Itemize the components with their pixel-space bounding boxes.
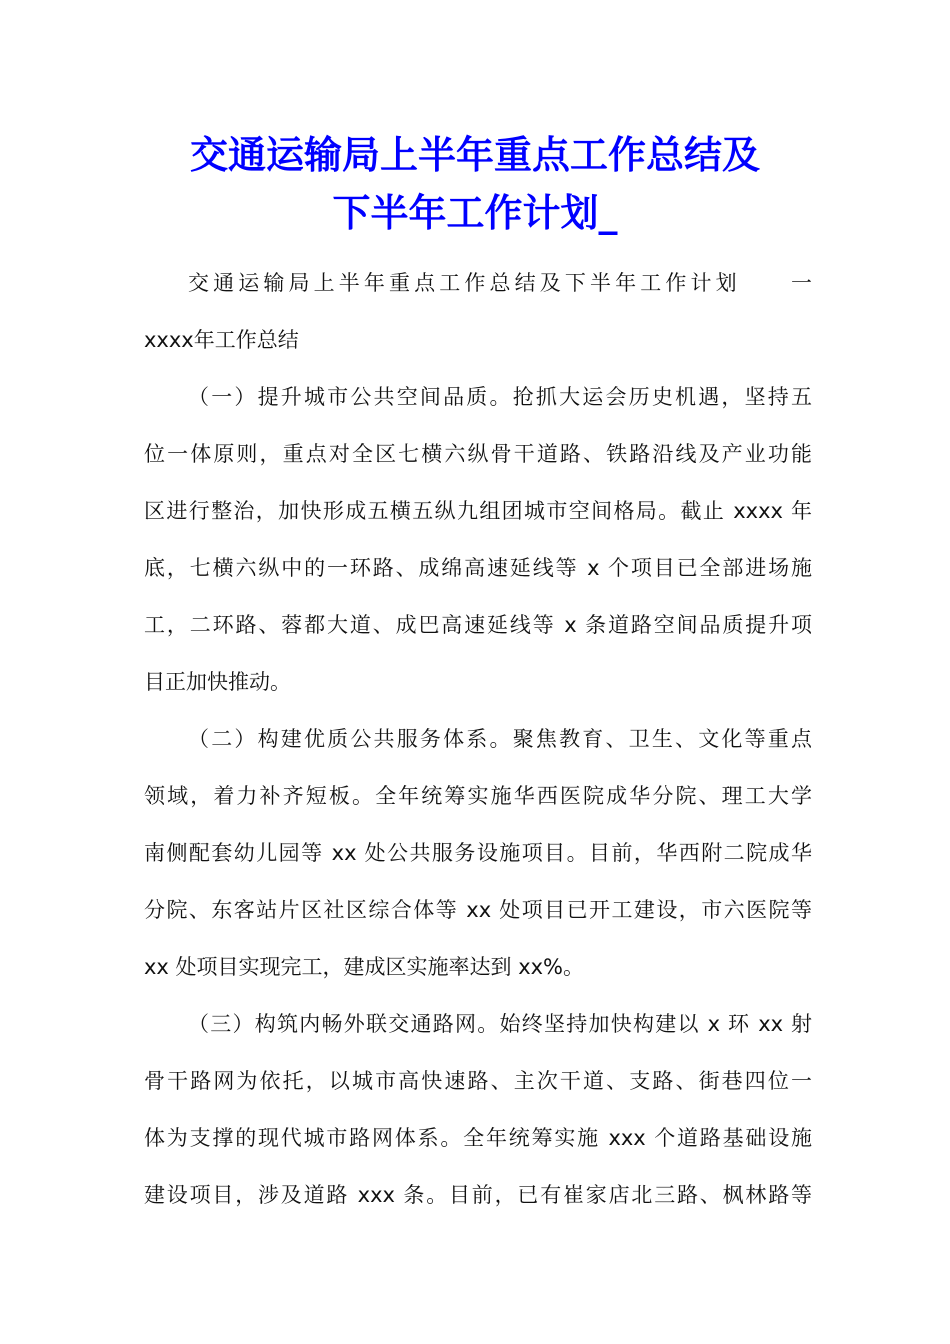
document-title (100, 126, 850, 242)
document-body (144, 255, 812, 1224)
body-line: 工，二环路、蓉都大道、成巴高速延线等 x 条道路空间品质提升项 (144, 613, 812, 637)
body-line: 区进行整治，加快形成五横五纵九组团城市空间格局。截止 xxxx 年 (144, 499, 812, 523)
body-line: （一）提升城市公共空间品质。抢抓大运会历史机遇，坚持五 (188, 385, 812, 409)
body-line: xx 处项目实现完工，建成区实施率达到 xx%。 (144, 955, 585, 979)
body-line: 南侧配套幼儿园等 xx 处公共服务设施项目。目前，华西附二院成华 (144, 841, 812, 865)
body-line: （三）构筑内畅外联交通路网。始终坚持加快构建以 x 环 xx 射 (188, 1012, 812, 1036)
body-line: 体为支撑的现代城市路网体系。全年统筹实施 xxx 个道路基础设施 (144, 1126, 812, 1150)
body-line: xxxx年工作总结 (144, 328, 299, 352)
body-line: （二）构建优质公共服务体系。聚焦教育、卫生、文化等重点 (188, 727, 812, 751)
body-line: 目正加快推动。 (144, 670, 291, 694)
title-line-1: 交通运输局上半年重点工作总结及 (189, 132, 760, 177)
body-line: 分院、东客站片区社区综合体等 xx 处项目已开工建设，市六医院等 (144, 898, 812, 922)
body-line: 骨干路网为依托，以城市高快速路、主次干道、支路、街巷四位一 (144, 1069, 812, 1093)
body-line: 交通运输局上半年重点工作总结及下半年工作计划 一 (188, 271, 812, 295)
title-line-2: 下半年工作计划_ (332, 190, 618, 235)
body-line: 建设项目，涉及道路 xxx 条。目前，已有崔家店北三路、枫林路等 (144, 1183, 812, 1207)
body-line: 位一体原则，重点对全区七横六纵骨干道路、铁路沿线及产业功能 (144, 442, 812, 466)
body-line: 领域，着力补齐短板。全年统筹实施华西医院成华分院、理工大学 (144, 784, 812, 808)
body-line: 底，七横六纵中的一环路、成绵高速延线等 x 个项目已全部进场施 (144, 556, 812, 580)
